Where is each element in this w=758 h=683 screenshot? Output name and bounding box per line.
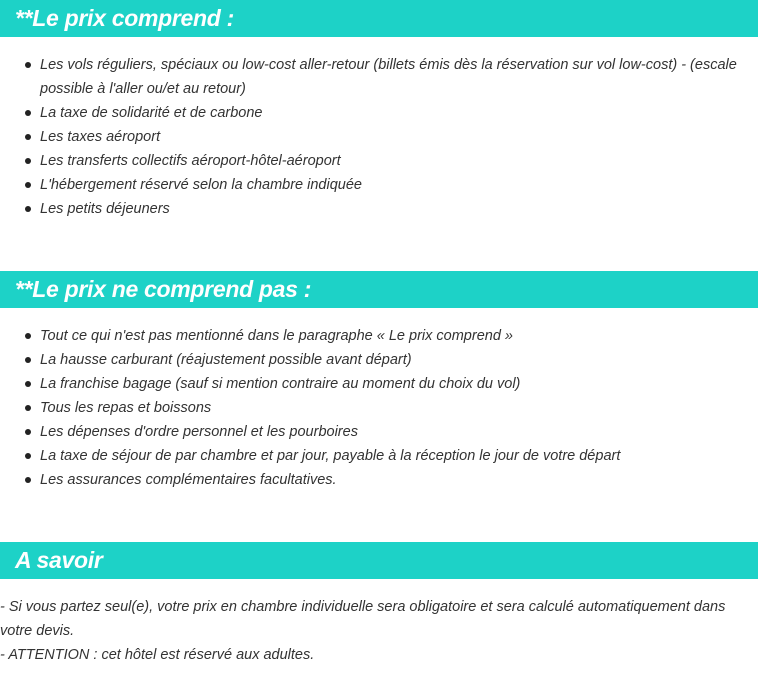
a-savoir-notes <box>0 595 758 667</box>
note-text: - Si vous partez seul(e), votre prix en chambre individuelle sera obligatoire et sera calculé automatiquement dans votre devis. <box>0 599 726 639</box>
list-item: Les assurances complémentaires facultatives. <box>0 468 758 492</box>
list-item: La taxe de solidarité et de carbone <box>0 101 758 125</box>
list-item: La hausse carburant (réajustement possible avant départ) <box>0 348 758 372</box>
list-item: Les taxes aéroport <box>0 125 758 149</box>
list-item: Les petits déjeuners <box>0 197 758 221</box>
list-item: Les vols réguliers, spéciaux ou low-cost aller-retour (billets émis dès la réservation sur vol low-cost) - (escale possible à l'aller ou/et au retour) <box>0 53 758 101</box>
note-text: - ATTENTION : cet hôtel est réservé aux adultes. <box>0 647 315 663</box>
section-header-included: **Le prix comprend : <box>0 0 758 37</box>
list-item: La franchise bagage (sauf si mention contraire au moment du choix du vol) <box>0 372 758 396</box>
not-included-list <box>0 324 758 492</box>
section-header-not-included: **Le prix ne comprend pas : <box>0 271 758 308</box>
included-list <box>0 53 758 221</box>
list-item: Les dépenses d'ordre personnel et les pourboires <box>0 420 758 444</box>
list-item: L'hébergement réservé selon la chambre indiquée <box>0 173 758 197</box>
list-item: Tout ce qui n'est pas mentionné dans le paragraphe « Le prix comprend » <box>0 324 758 348</box>
list-item: La taxe de séjour de par chambre et par jour, payable à la réception le jour de votre départ <box>0 444 758 468</box>
list-item: Les transferts collectifs aéroport-hôtel-aéroport <box>0 149 758 173</box>
list-item: Tous les repas et boissons <box>0 396 758 420</box>
section-header-a-savoir: A savoir <box>0 542 758 579</box>
